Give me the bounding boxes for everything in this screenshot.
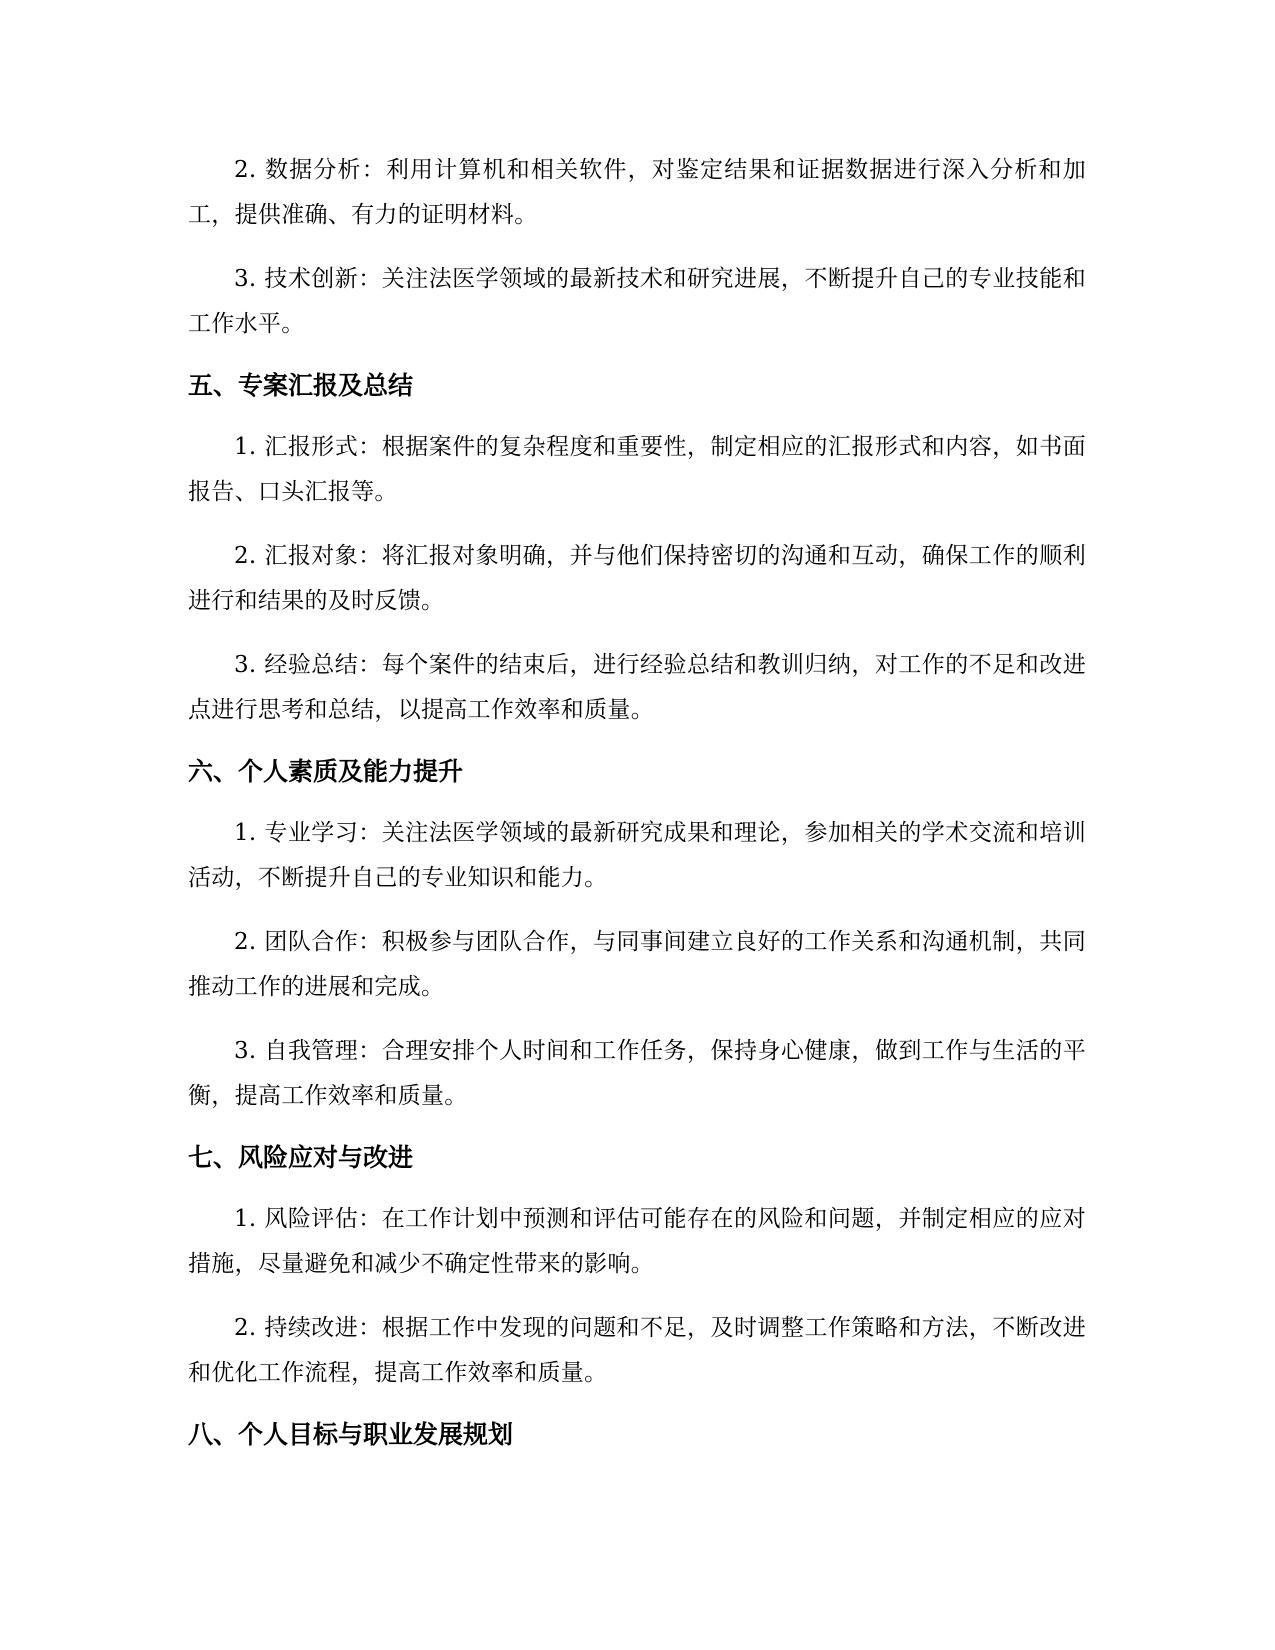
paragraph-experience-summary: 3. 经验总结：每个案件的结束后，进行经验总结和教训归纳，对工作的不足和改进点进行思考和总结，以提高工作效率和质量。 — [188, 652, 1086, 723]
section-heading-7: 七、风险应对与改进 — [188, 1143, 414, 1172]
paragraph-professional-learning: 1. 专业学习：关注法医学领域的最新研究成果和理论，参加相关的学术交流和培训活动，不断提升自己的专业知识和能力。 — [188, 820, 1086, 891]
paragraph-self-management: 3. 自我管理：合理安排个人时间和工作任务，保持身心健康，做到工作与生活的平衡，提高工作效率和质量。 — [188, 1038, 1086, 1109]
paragraph-report-form: 1. 汇报形式：根据案件的复杂程度和重要性，制定相应的汇报形式和内容，如书面报告、口头汇报等。 — [188, 434, 1086, 505]
paragraph-report-audience: 2. 汇报对象：将汇报对象明确，并与他们保持密切的沟通和互动，确保工作的顺利进行和结果的及时反馈。 — [188, 543, 1086, 614]
paragraph-risk-assessment: 1. 风险评估：在工作计划中预测和评估可能存在的风险和问题，并制定相应的应对措施，尽量避免和减少不确定性带来的影响。 — [188, 1206, 1086, 1277]
section-heading-8: 八、个人目标与职业发展规划 — [188, 1420, 514, 1449]
paragraph-continuous-improvement: 2. 持续改进：根据工作中发现的问题和不足，及时调整工作策略和方法，不断改进和优化工作流程，提高工作效率和质量。 — [188, 1315, 1086, 1386]
paragraph-tech-innovation: 3. 技术创新：关注法医学领域的最新技术和研究进展，不断提升自己的专业技能和工作水平。 — [188, 266, 1086, 337]
section-heading-6: 六、个人素质及能力提升 — [188, 757, 464, 786]
paragraph-teamwork: 2. 团队合作：积极参与团队合作，与同事间建立良好的工作关系和沟通机制，共同推动工作的进展和完成。 — [188, 929, 1086, 1000]
section-heading-5: 五、专案汇报及总结 — [188, 371, 414, 400]
paragraph-data-analysis: 2. 数据分析：利用计算机和相关软件，对鉴定结果和证据数据进行深入分析和加工，提供准确、有力的证明材料。 — [188, 157, 1086, 228]
document-body — [188, 148, 1086, 1474]
